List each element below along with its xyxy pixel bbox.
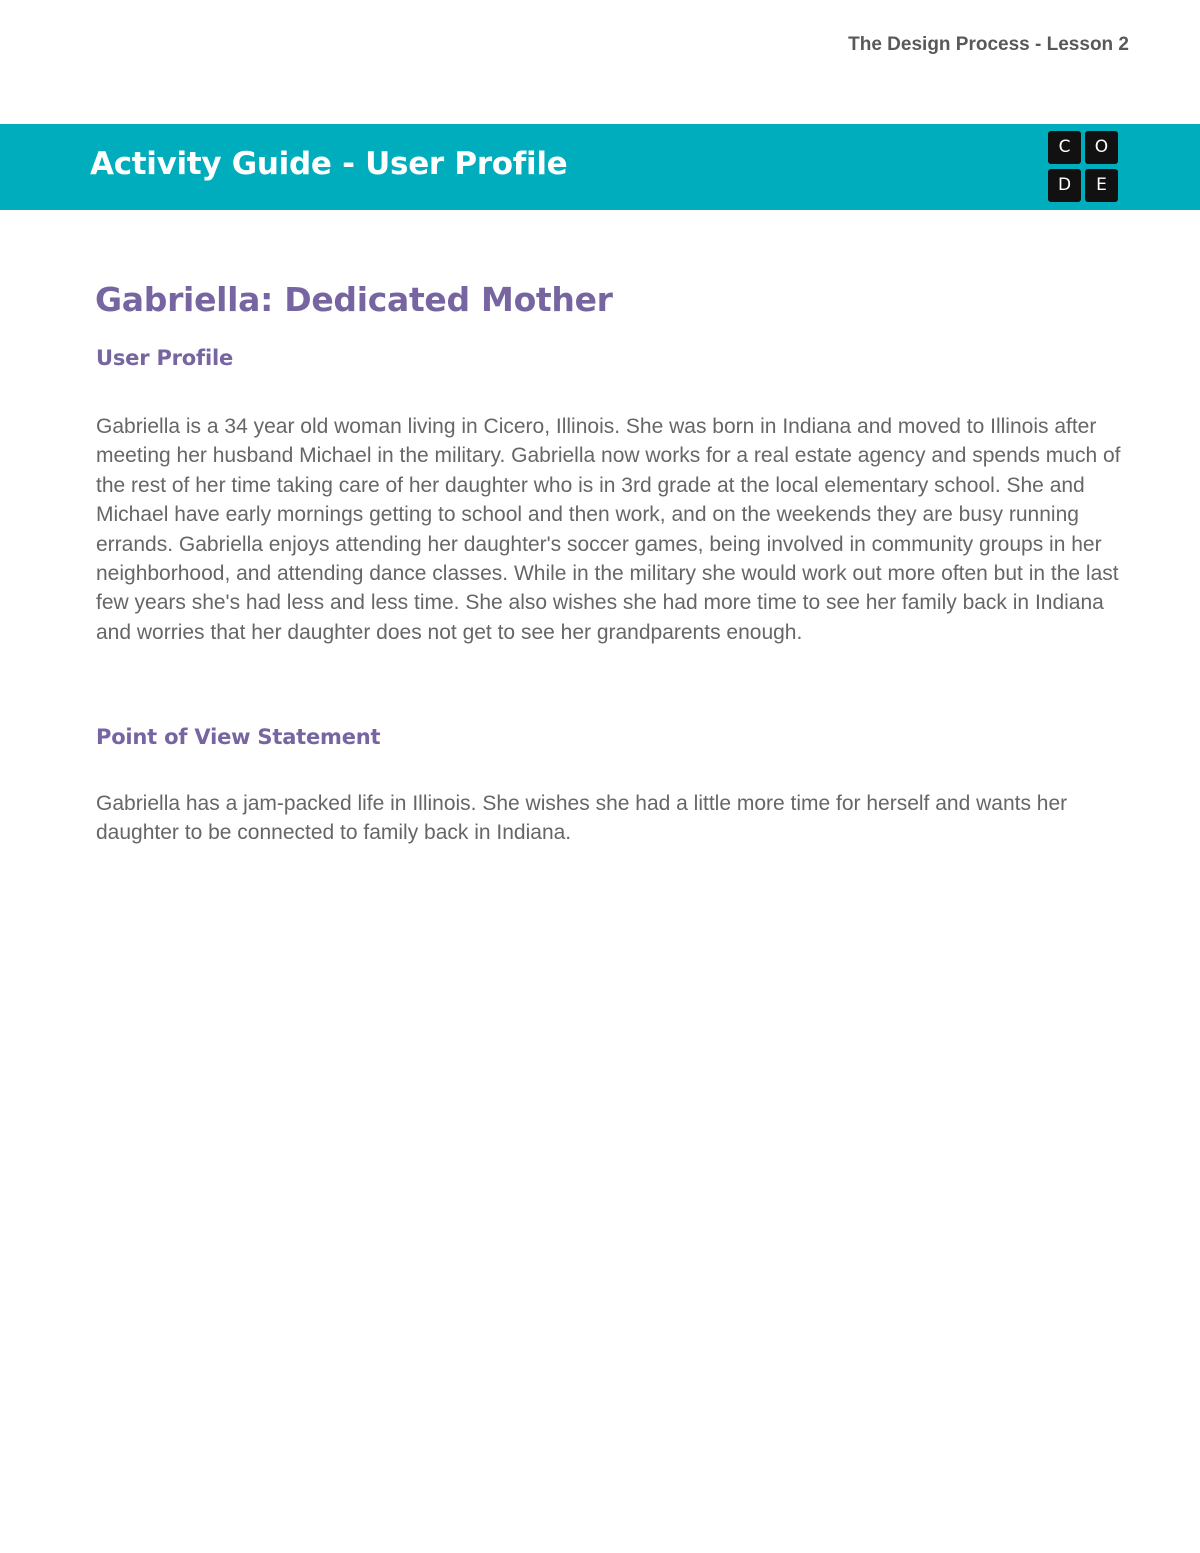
logo-letter-d: D <box>1048 169 1081 202</box>
logo-letter-c: C <box>1048 131 1081 164</box>
document-title: Gabriella: Dedicated Mother <box>95 280 613 319</box>
lesson-header: The Design Process - Lesson 2 <box>848 34 1129 55</box>
code-logo <box>1048 131 1119 203</box>
user-profile-heading: User Profile <box>96 346 234 370</box>
activity-guide-title: Activity Guide - User Profile <box>90 146 568 182</box>
point-of-view-heading: Point of View Statement <box>96 725 381 749</box>
point-of-view-text: Gabriella has a jam-packed life in Illinois. She wishes she had a little more time for herself and wants her daughter to be connected to family back in Indiana. <box>96 792 1068 845</box>
user-profile-text: Gabriella is a 34 year old woman living in Cicero, Illinois. She was born in Indiana and moved to Illinois after meeting her husband Michael in the military. Gabriella now works for a real estate agency and spends much of the rest of her time taking care of her daughter who is in 3rd grade at the local elementary school. She and Michael have early mornings getting to school and then work, and on the weekends they are busy running errands. Gabriella enjoys attending her daughter's soccer games, being involved in community groups in her neighborhood, and attending dance classes. While in the military she would work out more often but in the last few years she's had less and less time. She also wishes she had more time to see her family back in Indiana and worries that her daughter does not get to see her grandparents enough. <box>96 415 1121 644</box>
logo-letter-o: O <box>1085 131 1118 164</box>
logo-letter-e: E <box>1085 169 1118 202</box>
